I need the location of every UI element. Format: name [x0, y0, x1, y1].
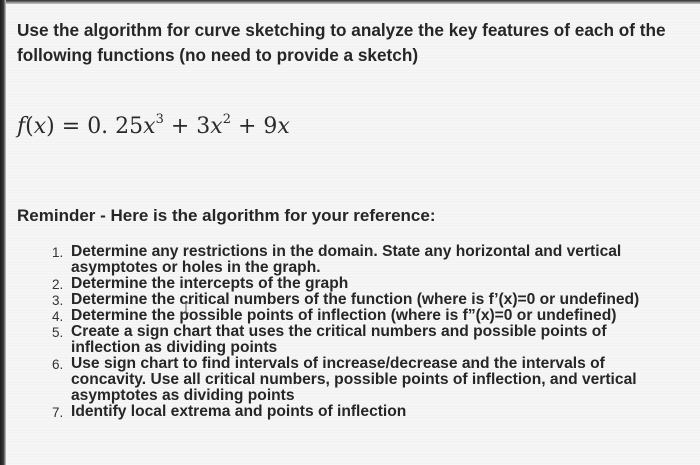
list-item: [40, 308, 680, 324]
list-item-text: Determine the intercepts of the graph: [71, 275, 349, 292]
list-item: [40, 244, 680, 276]
text-cursor-icon: [181, 302, 191, 314]
function-var: x: [210, 114, 223, 139]
function-close-paren: ): [46, 114, 55, 139]
function-var: x: [277, 114, 290, 139]
list-item-text: Determine the critical numbers of the function (where is f’(x)=0 or undefined): [71, 291, 640, 308]
list-item-number: 5.: [52, 325, 64, 340]
function-open-paren: (: [25, 114, 34, 139]
function-term-2: + 3: [163, 114, 211, 139]
list-item-number: 4.: [52, 309, 64, 324]
list-item-number: 1.: [52, 245, 64, 260]
list-item: [40, 356, 680, 404]
function-formula: [17, 112, 290, 139]
function-var: x: [33, 114, 47, 139]
instructions-text: Use the algorithm for curve sketching to analyze the key features of each of the following functions (no need to provide a sketch): [17, 20, 666, 65]
list-item: [40, 292, 680, 308]
algorithm-steps-list: [40, 244, 680, 420]
function-var: x: [143, 114, 156, 139]
list-item-text: Create a sign chart that uses the critical numbers and possible points of inflection as dividing points: [71, 323, 607, 356]
list-item-number: 3.: [52, 293, 64, 308]
function-term-3: + 9: [231, 114, 278, 139]
list-item-number: 6.: [52, 357, 64, 372]
list-item: [40, 324, 680, 356]
list-item: [40, 404, 680, 420]
list-item-text: Identify local extrema and points of inflection: [71, 403, 407, 420]
function-name: f: [17, 114, 26, 139]
reminder-heading: Reminder - Here is the algorithm for your reference:: [17, 206, 436, 225]
list-item-number: 7.: [52, 405, 64, 420]
function-equals: =: [54, 114, 88, 139]
photo-left-edge: [0, 0, 6, 465]
list-item-text: Determine the possible points of inflection (where is f”(x)=0 or undefined): [71, 307, 617, 324]
list-item-number: 2.: [52, 277, 64, 292]
function-exp-1: 3: [155, 112, 164, 127]
list-item-text: Determine any restrictions in the domain. State any horizontal and vertical asymptotes or holes in the graph.: [71, 243, 622, 276]
photo-top-edge: [0, 0, 700, 4]
list-item: [40, 276, 680, 292]
function-coef-1: 0. 25: [87, 114, 144, 139]
function-exp-2: 2: [222, 112, 231, 127]
list-item-text: Use sign chart to find intervals of increase/decrease and the intervals of concavity. Use all critical numbers, possible points of inflection, and vertical asymptotes as dividing points: [71, 355, 637, 404]
